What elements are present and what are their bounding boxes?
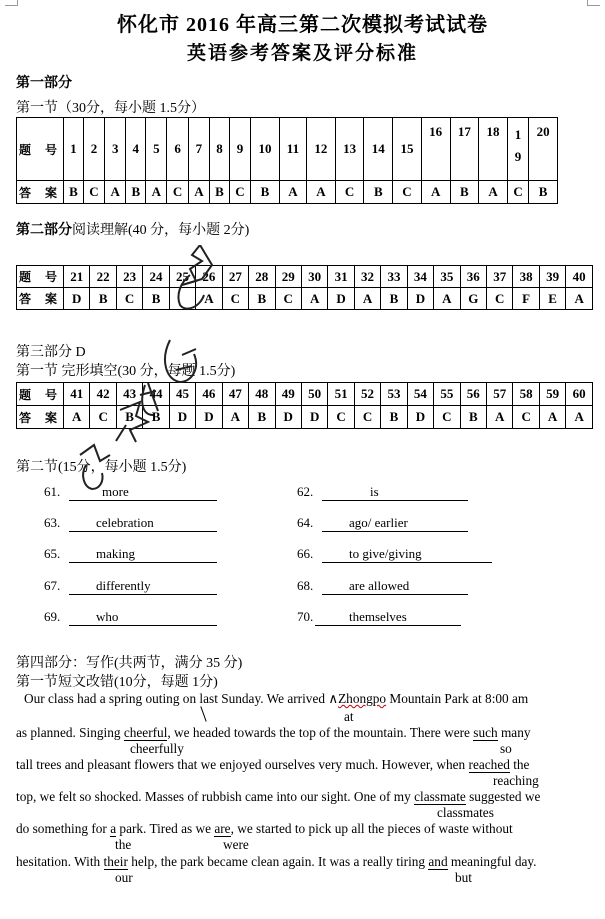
- answer-cell: A: [105, 181, 126, 204]
- essay-line-4: top, we felt so shocked. Masses of rubbish came into our sight. One of my classmate suggested we: [16, 789, 541, 804]
- error-word: reached: [468, 757, 510, 772]
- error-word: their: [103, 854, 128, 869]
- question-number-cell: 46: [196, 383, 222, 406]
- answer-cell: C: [328, 406, 354, 429]
- answer-cell: C: [335, 181, 364, 204]
- question-number-cell: 1 9: [507, 118, 528, 181]
- question-number-cell: 18: [479, 118, 508, 181]
- answer-row: [17, 288, 593, 310]
- answer-cell: B: [143, 288, 169, 310]
- question-number-cell: 12: [307, 118, 336, 181]
- row-label: [17, 181, 64, 204]
- fill-in-item: [44, 609, 264, 629]
- fill-in-answer: to give/giving: [349, 546, 422, 561]
- answer-cell: C: [229, 181, 250, 204]
- correction-5: classmates: [437, 805, 494, 820]
- answer-cell: C: [116, 288, 142, 310]
- answer-cell: D: [169, 406, 195, 429]
- answer-cell: G: [460, 288, 486, 310]
- answer-cell: F: [513, 288, 539, 310]
- row-label-char: 题: [19, 142, 32, 157]
- question-number-cell: 21: [64, 266, 90, 288]
- fill-in-item: [297, 609, 517, 629]
- question-number-cell: 48: [249, 383, 275, 406]
- fill-in-item: [297, 578, 517, 598]
- fill-in-answer: more: [102, 484, 129, 499]
- correction-1: at: [344, 709, 354, 724]
- answer-cell: A: [479, 181, 508, 204]
- row-label-char: 答: [19, 410, 32, 425]
- answer-cell: B: [64, 181, 84, 204]
- answer-cell: C: [275, 288, 301, 310]
- fill-in-answer: celebration: [96, 515, 154, 530]
- error-word: are: [214, 821, 231, 836]
- answer-cell: C: [167, 181, 188, 204]
- answer-cell: C: [434, 406, 460, 429]
- question-number-cell: 24: [143, 266, 169, 288]
- answer-cell: B: [249, 288, 275, 310]
- answer-cell: A: [188, 181, 209, 204]
- part3-heading: 第三部分 D: [16, 345, 86, 360]
- answer-blank-line: [69, 609, 217, 626]
- error-word: such: [473, 725, 498, 740]
- answer-cell: A: [566, 406, 593, 429]
- answer-cell: B: [251, 181, 280, 204]
- question-number-cell: 59: [539, 383, 565, 406]
- question-number-cell: 20: [529, 118, 558, 181]
- answer-cell: A: [146, 181, 167, 204]
- answer-cell: A: [222, 406, 248, 429]
- part2-heading-rest: 阅读理解(40 分，每小题 2分): [72, 223, 250, 238]
- part4-section1-heading: 第一节短文改错(10分，每题 1分): [16, 675, 218, 690]
- answer-blank-line: [69, 546, 217, 563]
- question-number-cell: 10: [251, 118, 280, 181]
- question-number-cell: 8: [210, 118, 230, 181]
- fill-in-item: [297, 484, 517, 504]
- answer-cell: D: [196, 406, 222, 429]
- question-number-cell: 35: [434, 266, 460, 288]
- answer-cell: A: [539, 406, 565, 429]
- answer-cell: D: [407, 288, 433, 310]
- question-number-cell: 16: [421, 118, 450, 181]
- answer-cell: E: [539, 288, 565, 310]
- question-number-cell: 49: [275, 383, 301, 406]
- fill-in-number: 65.: [44, 546, 61, 561]
- fill-in-number: 69.: [44, 609, 61, 624]
- row-label: [17, 406, 64, 429]
- answer-cell: C: [513, 406, 539, 429]
- question-number-cell: 34: [407, 266, 433, 288]
- correction-4: reaching: [493, 773, 539, 788]
- question-number-cell: 39: [539, 266, 565, 288]
- answer-blank-line: [69, 484, 217, 501]
- row-label-char: 题: [19, 387, 32, 402]
- answer-cell: A: [566, 288, 593, 310]
- question-number-cell: 28: [249, 266, 275, 288]
- answer-row: [17, 181, 558, 204]
- question-number-cell: 17: [450, 118, 479, 181]
- part1-heading: 第一部分: [16, 76, 72, 91]
- row-label: [17, 288, 64, 310]
- question-number-cell: 57: [487, 383, 513, 406]
- fill-in-number: 62.: [297, 484, 314, 499]
- question-number-cell: 9: [229, 118, 250, 181]
- question-number-cell: 43: [116, 383, 142, 406]
- question-number-cell: 42: [90, 383, 116, 406]
- question-number-cell: 15: [393, 118, 422, 181]
- part1-section1-heading: 第一节（30分，每小题 1.5分）: [16, 101, 205, 116]
- question-number-row: [17, 383, 593, 406]
- answer-cell: B: [460, 406, 486, 429]
- answer-blank-line: [322, 484, 468, 501]
- fill-in-number: 63.: [44, 515, 61, 530]
- fill-in-answer: ago/ earlier: [349, 515, 408, 530]
- answer-cell: D: [64, 288, 90, 310]
- question-number-cell: 14: [364, 118, 393, 181]
- question-number-cell: 32: [354, 266, 380, 288]
- fill-in-item: [297, 515, 517, 535]
- row-label-char: 答: [19, 292, 32, 306]
- fill-in-answer: who: [96, 609, 119, 624]
- page-corner-mark-left: [5, 0, 18, 6]
- answer-cell: A: [421, 181, 450, 204]
- row-label-char: 号: [45, 270, 58, 284]
- fill-in-answer: making: [96, 546, 135, 561]
- answer-cell: B: [381, 406, 407, 429]
- correction-9: but: [455, 870, 472, 885]
- error-word: cheerful: [123, 725, 168, 740]
- correction-3: so: [500, 741, 512, 756]
- page-corner-mark-right: [587, 0, 600, 6]
- answer-cell: A: [196, 288, 222, 310]
- answer-cell: A: [487, 406, 513, 429]
- answer-cell: B: [381, 288, 407, 310]
- question-number-cell: 55: [434, 383, 460, 406]
- part3-section2-heading: 第二节(15分，每小题 1.5分): [16, 460, 187, 475]
- answer-cell: A: [307, 181, 336, 204]
- fill-in-item: [44, 484, 264, 504]
- answer-cell: C: [83, 181, 104, 204]
- answer-cell: C: [90, 406, 116, 429]
- question-number-cell: 22: [90, 266, 116, 288]
- answer-table-part1: [16, 117, 558, 204]
- question-number-cell: 30: [301, 266, 327, 288]
- fill-in-number: 70.: [297, 609, 314, 624]
- question-number-cell: 33: [381, 266, 407, 288]
- correction-7: were: [223, 837, 249, 852]
- question-number-cell: 41: [64, 383, 90, 406]
- answer-table-part3: [16, 382, 593, 429]
- question-number-cell: 52: [354, 383, 380, 406]
- answer-cell: C: [222, 288, 248, 310]
- question-number-cell: 38: [513, 266, 539, 288]
- answer-row: [17, 406, 593, 429]
- insert-caret: ∧: [328, 691, 339, 706]
- row-label-char: 案: [45, 185, 58, 200]
- document-subtitle: 英语参考答案及评分标准: [186, 43, 418, 64]
- fill-in-answer: are allowed: [349, 578, 410, 593]
- fill-in-answer: differently: [96, 578, 151, 593]
- answer-cell: [169, 288, 195, 310]
- part3-section1-heading: 第一节 完形填空(30 分，每题 1.5分): [16, 364, 236, 379]
- question-number-cell: 47: [222, 383, 248, 406]
- answer-cell: D: [301, 406, 327, 429]
- question-number-cell: 1: [64, 118, 84, 181]
- question-number-cell: 25: [169, 266, 195, 288]
- question-number-cell: 13: [335, 118, 364, 181]
- question-number-cell: 37: [487, 266, 513, 288]
- fill-in-answer: themselves: [349, 609, 407, 624]
- question-number-cell: 2: [83, 118, 104, 181]
- question-number-cell: 40: [566, 266, 593, 288]
- question-number-cell: 50: [301, 383, 327, 406]
- question-number-cell: 3: [105, 118, 126, 181]
- question-number-cell: 51: [328, 383, 354, 406]
- row-label: [17, 118, 64, 181]
- answer-cell: D: [407, 406, 433, 429]
- answer-cell: A: [279, 181, 306, 204]
- fill-in-number: 68.: [297, 578, 314, 593]
- delete-mark: [200, 706, 206, 721]
- essay-line-2: as planned. Singing cheerful, we headed towards the top of the mountain. There were such many: [16, 725, 531, 740]
- question-number-cell: 58: [513, 383, 539, 406]
- correction-8: our: [115, 870, 133, 885]
- question-number-row: [17, 266, 593, 288]
- answer-cell: A: [64, 406, 90, 429]
- answer-cell: B: [249, 406, 275, 429]
- fill-in-number: 67.: [44, 578, 61, 593]
- essay-line-3: tall trees and pleasant flowers that we enjoyed ourselves very much. However, when reached the: [16, 757, 530, 772]
- row-label-char: 案: [45, 292, 58, 306]
- answer-cell: B: [116, 406, 142, 429]
- answer-cell: B: [90, 288, 116, 310]
- question-number-cell: 5: [146, 118, 167, 181]
- question-number-cell: 36: [460, 266, 486, 288]
- answer-cell: B: [143, 406, 169, 429]
- answer-cell: B: [364, 181, 393, 204]
- error-word: a: [110, 821, 117, 836]
- answer-cell: A: [301, 288, 327, 310]
- answer-cell: B: [210, 181, 230, 204]
- question-number-cell: 26: [196, 266, 222, 288]
- answer-cell: C: [487, 288, 513, 310]
- row-label-char: 案: [45, 410, 58, 425]
- answer-cell: C: [393, 181, 422, 204]
- answer-cell: C: [354, 406, 380, 429]
- part4-heading: 第四部分：写作(共两节，满分 35 分): [16, 656, 243, 671]
- error-word: and: [428, 854, 448, 869]
- question-number-cell: 53: [381, 383, 407, 406]
- document-title: 怀化市 2016 年高三第二次模拟考试试卷: [117, 14, 488, 36]
- part2-heading: [16, 219, 249, 239]
- question-number-cell: 60: [566, 383, 593, 406]
- answer-cell: B: [450, 181, 479, 204]
- fill-in-answer: is: [370, 484, 379, 499]
- correction-6: the: [115, 837, 132, 852]
- essay-line-1: Our class had a spring outing on last Sunday. We arrived ∧Zhongpo Mountain Park at 8:00 am: [24, 691, 529, 706]
- question-number-cell: 6: [167, 118, 188, 181]
- question-number-cell: 29: [275, 266, 301, 288]
- question-number-cell: 4: [126, 118, 146, 181]
- row-label: [17, 383, 64, 406]
- part2-heading-bold: 第二部分: [16, 223, 72, 238]
- essay-line-5: do something for a park. Tired as we are, we started to pick up all the pieces of waste without: [16, 821, 513, 836]
- question-number-cell: 11: [279, 118, 306, 181]
- fill-in-number: 61.: [44, 484, 61, 499]
- question-number-cell: 56: [460, 383, 486, 406]
- row-label-char: 题: [19, 270, 32, 284]
- question-number-cell: 7: [188, 118, 209, 181]
- spellcheck-word: Zhongpo: [338, 691, 387, 706]
- question-number-cell: 54: [407, 383, 433, 406]
- fill-in-item: [44, 546, 264, 566]
- answer-cell: C: [507, 181, 528, 204]
- answer-cell: D: [275, 406, 301, 429]
- error-word: classmate: [414, 789, 466, 804]
- answer-cell: B: [529, 181, 558, 204]
- answer-table-part2: [16, 265, 593, 310]
- answer-cell: A: [354, 288, 380, 310]
- row-label-char: 号: [45, 142, 58, 157]
- correction-2: cheerfully: [130, 741, 184, 756]
- question-number-cell: 45: [169, 383, 195, 406]
- row-label-char: 答: [19, 185, 32, 200]
- fill-in-number: 66.: [297, 546, 314, 561]
- fill-in-number: 64.: [297, 515, 314, 530]
- question-number-cell: 23: [116, 266, 142, 288]
- question-number-row: [17, 118, 558, 181]
- row-label-char: 号: [45, 387, 58, 402]
- answer-cell: B: [126, 181, 146, 204]
- question-number-cell: 27: [222, 266, 248, 288]
- fill-in-item: [44, 578, 264, 598]
- answer-cell: A: [434, 288, 460, 310]
- fill-in-item: [44, 515, 264, 535]
- fill-in-item: [297, 546, 517, 566]
- row-label: [17, 266, 64, 288]
- essay-line-6: hesitation. With their help, the park became clean again. It was a really tiring and meaningful day.: [16, 854, 537, 869]
- question-number-cell: 31: [328, 266, 354, 288]
- answer-cell: D: [328, 288, 354, 310]
- question-number-cell: 44: [143, 383, 169, 406]
